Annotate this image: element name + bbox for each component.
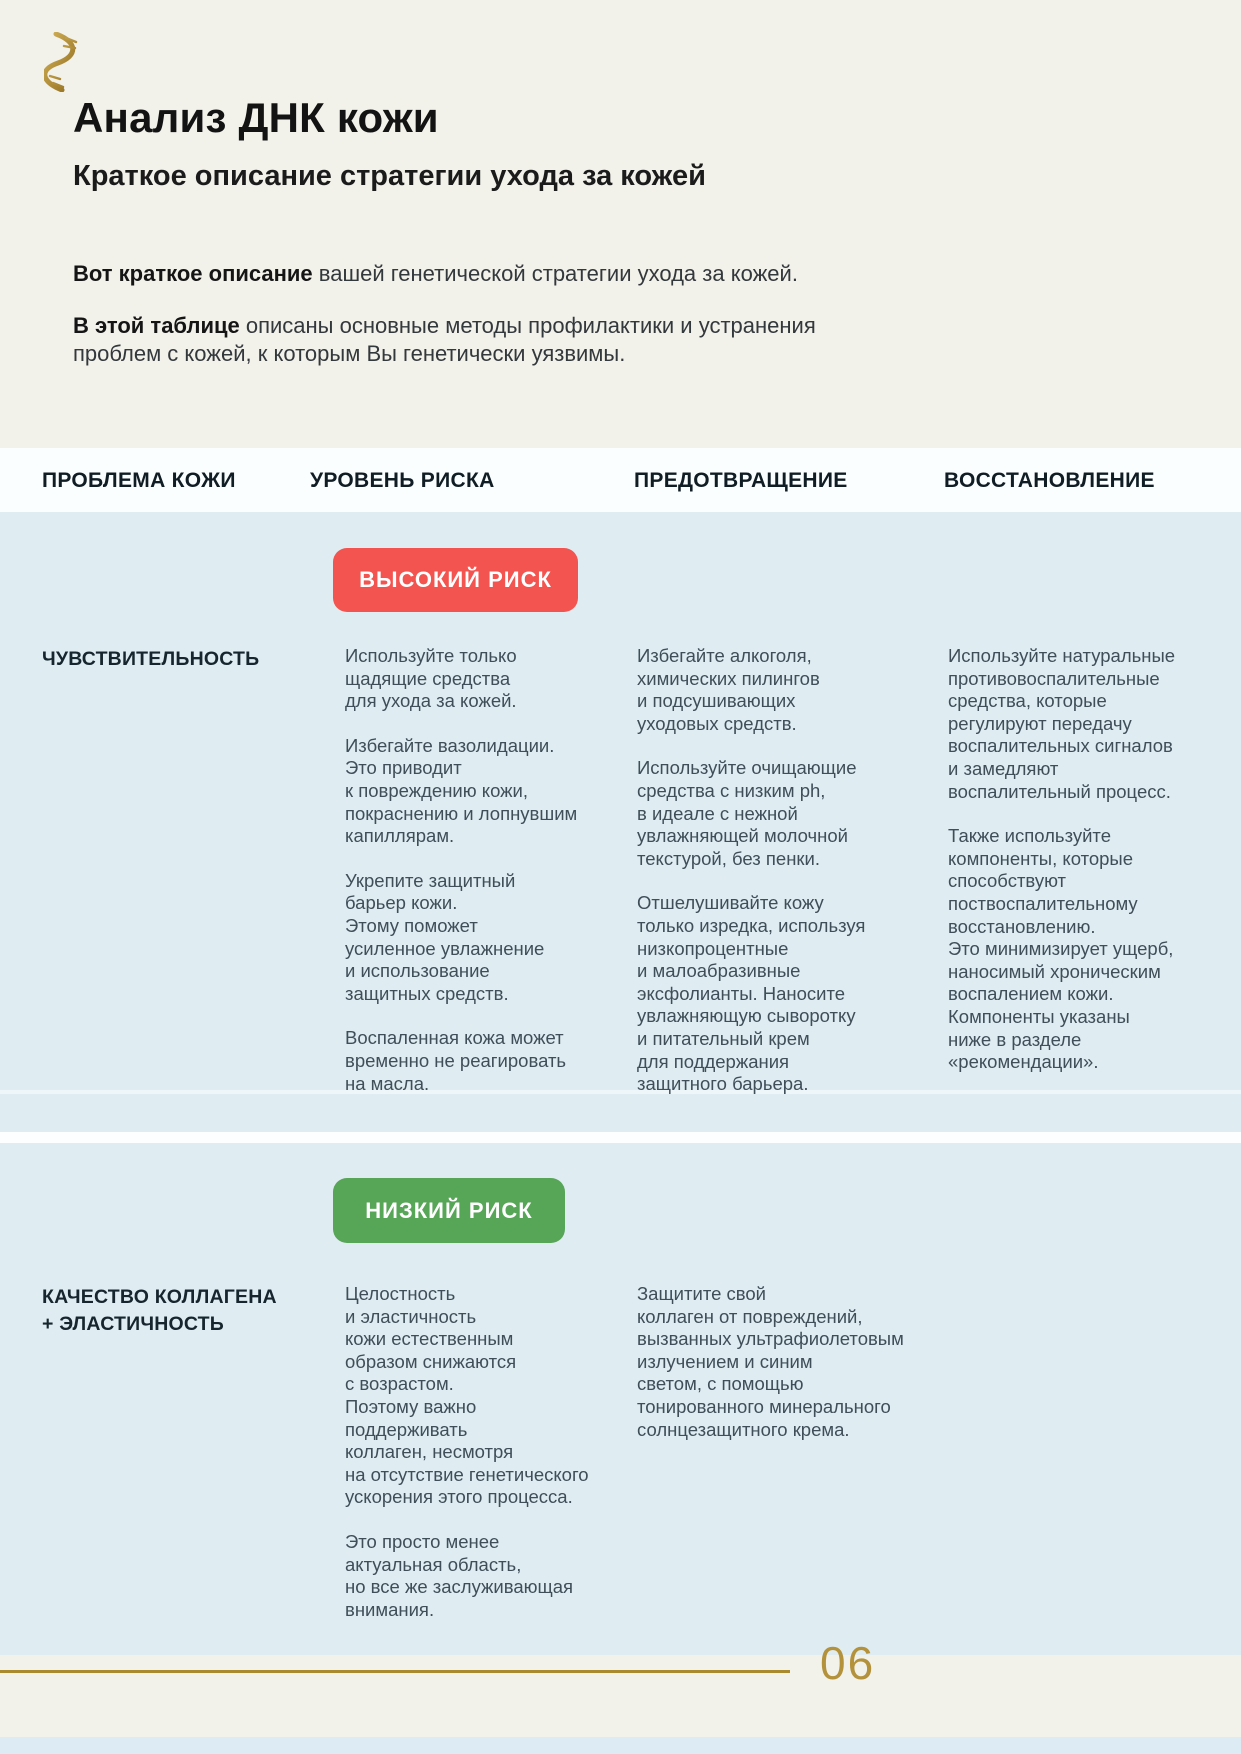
section-gap <box>0 1132 1241 1143</box>
intro-paragraph <box>73 260 1013 288</box>
advice-paragraph: Защитите свой коллаген от повреждений, вызванных ультрафиолетовым излучением и синим светом, с помощью тонированного минерального солнцезащитного крема. <box>637 1283 904 1440</box>
advice-paragraph: Это просто менее актуальная область, но все же заслуживающая внимания. <box>345 1530 574 1620</box>
advice-paragraph: Используйте только щадящие средства для ухода за кожей. <box>345 645 517 712</box>
intro-lead: В этой таблице <box>73 313 240 338</box>
intro-text: вашей генетической стратегии ухода за кожей. <box>312 261 798 286</box>
advice-paragraph: Отшелушивайте кожу только изредка, используя низкопроцентные и малоабразивные эксфолианты. Наносите увлажняющую сыворотку и питательный крем для поддержания защитного барьера. <box>637 892 866 1095</box>
dna-helix-icon <box>44 32 84 92</box>
risk-badge-low: НИЗКИЙ РИСК <box>333 1178 565 1243</box>
footer-bottom-strip <box>0 1737 1241 1754</box>
advice-paragraph: Избегайте вазолидации. Это приводит к повреждению кожи, покраснению и лопнувшим капиллярам. <box>345 734 578 847</box>
advice-cell-recovery <box>948 645 1233 1096</box>
risk-badge-high: ВЫСОКИЙ РИСК <box>333 548 578 612</box>
advice-paragraph: Используйте очищающие средства с низким ph, в идеале с нежной увлажняющей молочной текстурой, без пенки. <box>637 757 857 869</box>
footer-gold-line <box>0 1670 790 1673</box>
page-subtitle: Краткое описание стратегии ухода за кожей <box>73 160 706 192</box>
intro-paragraph <box>73 312 1013 368</box>
advice-cell-risk <box>345 1283 625 1643</box>
page-number: 06 <box>820 1637 876 1689</box>
advice-paragraph: Целостность и эластичность кожи естественным образом снижаются с возрастом. Поэтому важно поддерживать коллаген, несмотря на отсутствие генетического ускорения этого процесса. <box>345 1283 589 1508</box>
advice-paragraph: Используйте натуральные противовоспалительные средства, которые регулируют передачу воспалительных сигналов и замедляют воспалительный процесс. <box>948 645 1176 802</box>
column-header-recovery: ВОССТАНОВЛЕНИЕ <box>944 469 1155 492</box>
advice-paragraph: Избегайте алкоголя, химических пилингов и подсушивающих уходовых средств. <box>637 645 820 734</box>
advice-paragraph: Также используйте компоненты, которые способствуют поствоспалительному восстановлению. Это минимизирует ущерб, наносимый хроническим воспалением кожи. Компоненты указаны ниже в разделе «рекомендации». <box>948 825 1174 1073</box>
advice-cell-prevention <box>637 1283 937 1463</box>
column-header-risk: УРОВЕНЬ РИСКА <box>310 469 495 492</box>
page-title: Анализ ДНК кожи <box>73 94 439 141</box>
column-header-prevention: ПРЕДОТВРАЩЕНИЕ <box>634 469 848 492</box>
advice-cell-prevention <box>637 645 937 1118</box>
intro-text: описаны основные методы профилактики и устранения проблем с кожей, к которым Вы генетически уязвимы. <box>73 313 816 366</box>
advice-paragraph: Укрепите защитный барьер кожи. Этому поможет усиленное увлажнение и использование защитных средств. <box>345 869 545 1004</box>
table-header-row <box>0 448 1241 512</box>
column-header-problem: ПРОБЛЕМА КОЖИ <box>42 469 236 492</box>
problem-label: КАЧЕСТВО КОЛЛАГЕНА + ЭЛАСТИЧНОСТЬ <box>42 1286 277 1335</box>
problem-label: ЧУВСТВИТЕЛЬНОСТЬ <box>42 648 260 670</box>
intro-lead: Вот краткое описание <box>73 261 313 286</box>
advice-cell-risk <box>345 645 625 1117</box>
advice-paragraph: Воспаленная кожа может временно не реагировать на масла. <box>345 1027 567 1094</box>
